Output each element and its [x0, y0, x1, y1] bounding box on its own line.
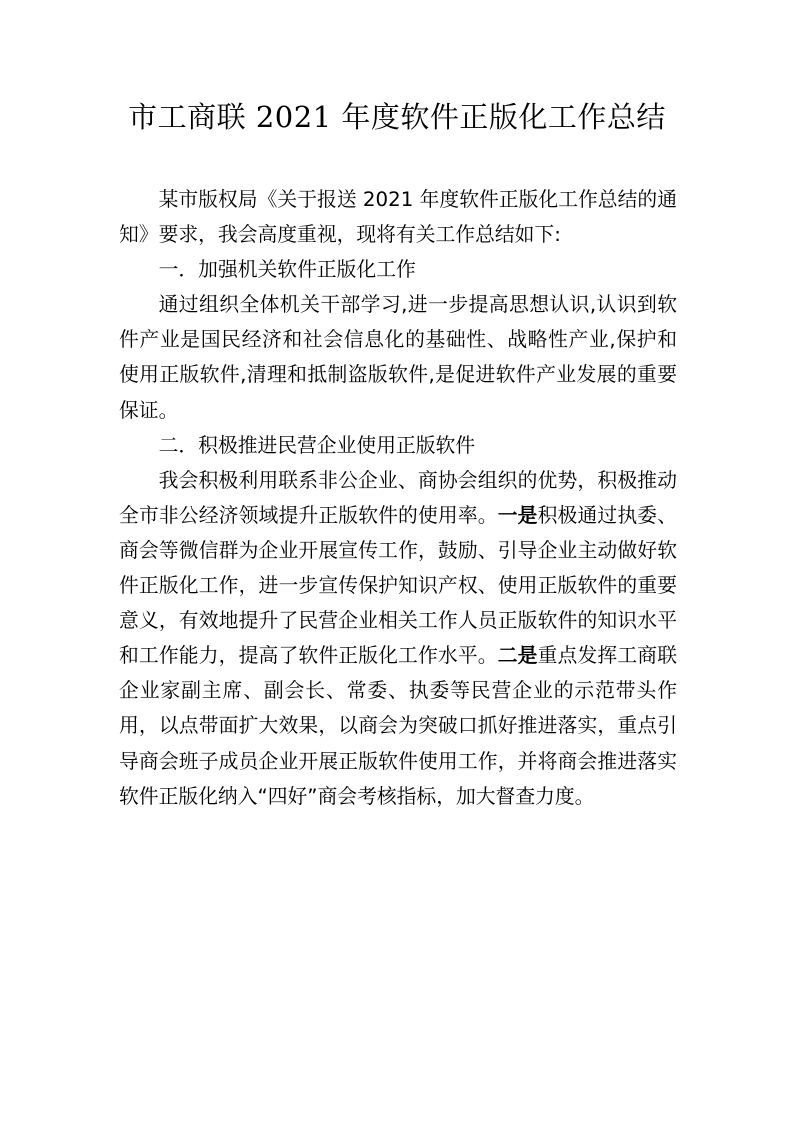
intro-paragraph: 某市版权局《关于报送 2021 年度软件正版化工作总结的通知》要求，我会高度重视，现将有关工作总结如下:: [119, 188, 677, 247]
point-1-label: 一是: [497, 503, 538, 527]
document-body: [119, 182, 677, 814]
section-2-heading: 二．积极推进民营企业使用正版软件: [158, 433, 476, 457]
section-1-heading: 一．加强机关软件正版化工作: [158, 258, 416, 282]
document-title: 市工商联 2021 年度软件正版化工作总结: [128, 100, 666, 134]
section-2-lead: 我会积极利用联系非公企业、商协会组织的优势，积极推动全市非公经济领域提升正版软件的使用率。: [119, 468, 677, 527]
section-2-paragraph: [119, 463, 677, 814]
point-2-text: 重点发挥工商联企业家副主席、副会长、常委、执委等民营企业的示范带头作用，以点带面扩大效果，以商会为突破口抓好推进落实，重点引导商会班子成员企业开展正版软件使用工作，并将商会推进落实软件正版化纳入“四好”商会考核指标，加大督查力度。: [119, 644, 677, 808]
section-1-paragraph: 通过组织全体机关干部学习,进一步提高思想认识,认识到软件产业是国民经济和社会信息化的基础性、战略性产业,保护和使用正版软件,清理和抵制盗版软件,是促进软件产业发展的重要保证。: [119, 293, 677, 422]
point-1-text: 积极通过执委、商会等微信群为企业开展宣传工作，鼓励、引导企业主动做好软件正版化工作，进一步宣传保护知识产权、使用正版软件的重要意义，有效地提升了民营企业相关工作人员正版软件的知识水平和工作能力，提高了软件正版化工作水平。: [119, 503, 677, 668]
point-2-label: 二是: [497, 644, 538, 668]
